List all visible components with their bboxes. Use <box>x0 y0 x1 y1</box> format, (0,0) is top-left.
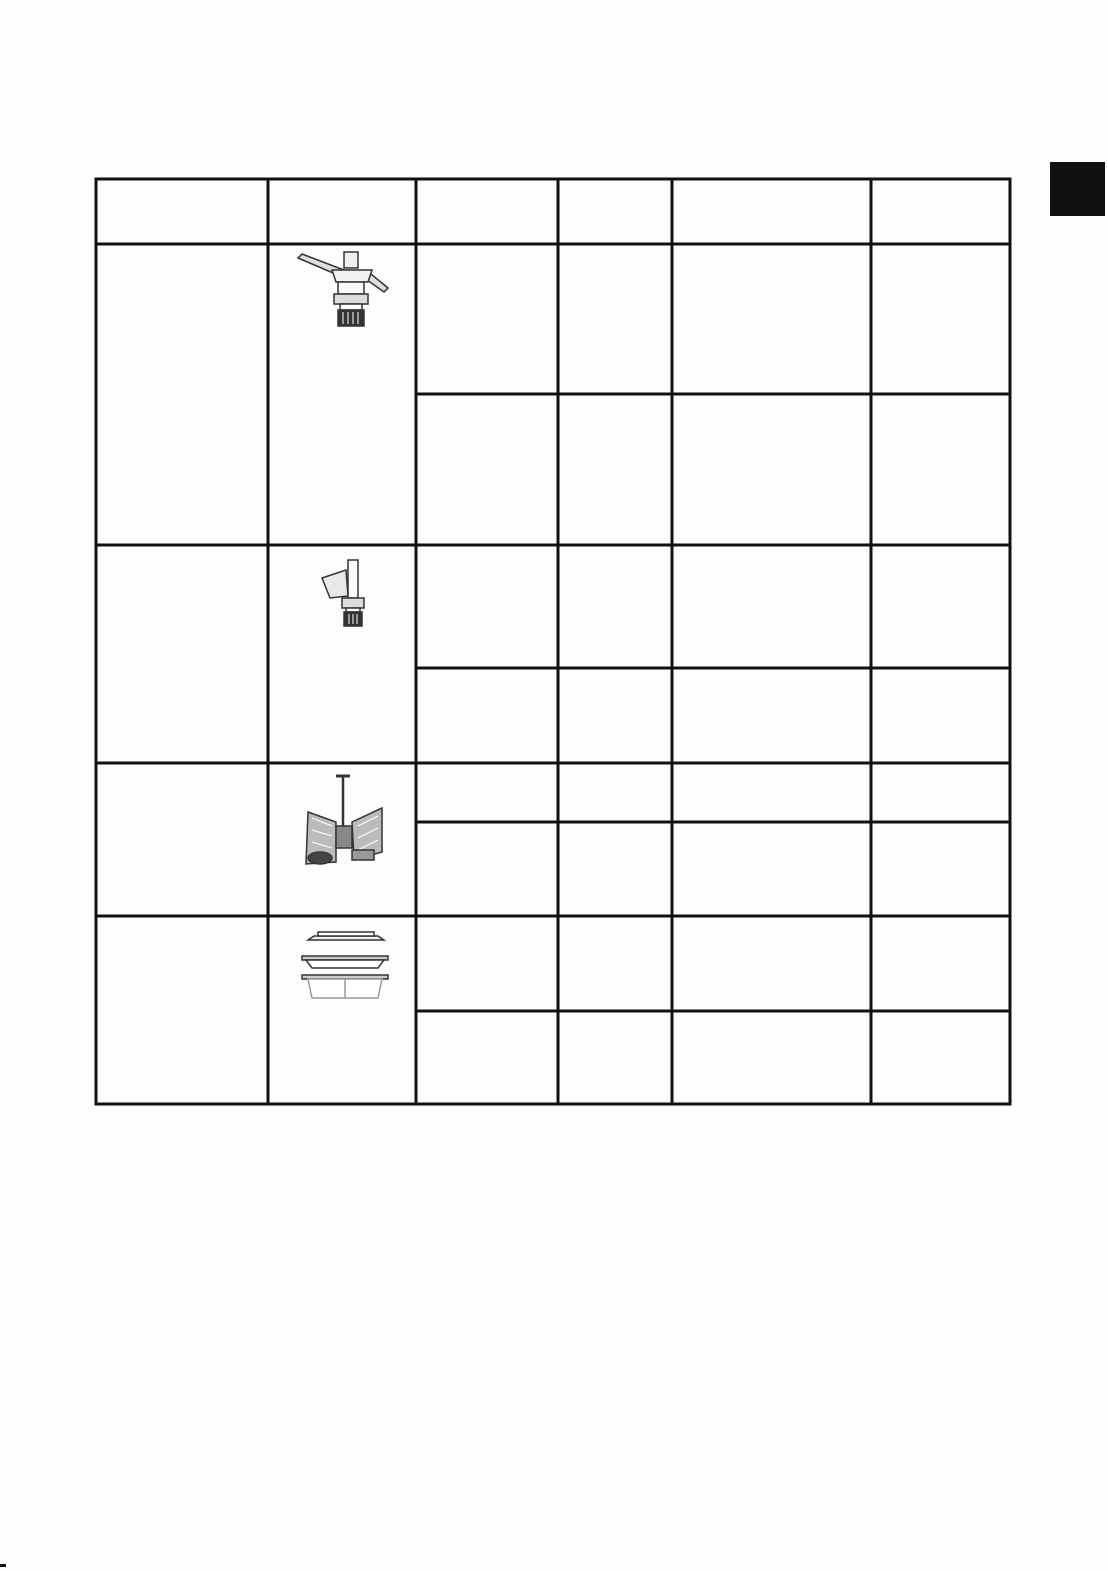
kneading-blade-icon <box>298 252 388 326</box>
whisk-icon <box>306 776 382 864</box>
corner-mark <box>0 1564 6 1567</box>
table-border <box>96 179 1010 1104</box>
emulsifier-disc-icon <box>322 560 364 626</box>
table-grid <box>96 179 1010 1104</box>
steam-basket-icon <box>302 932 388 998</box>
